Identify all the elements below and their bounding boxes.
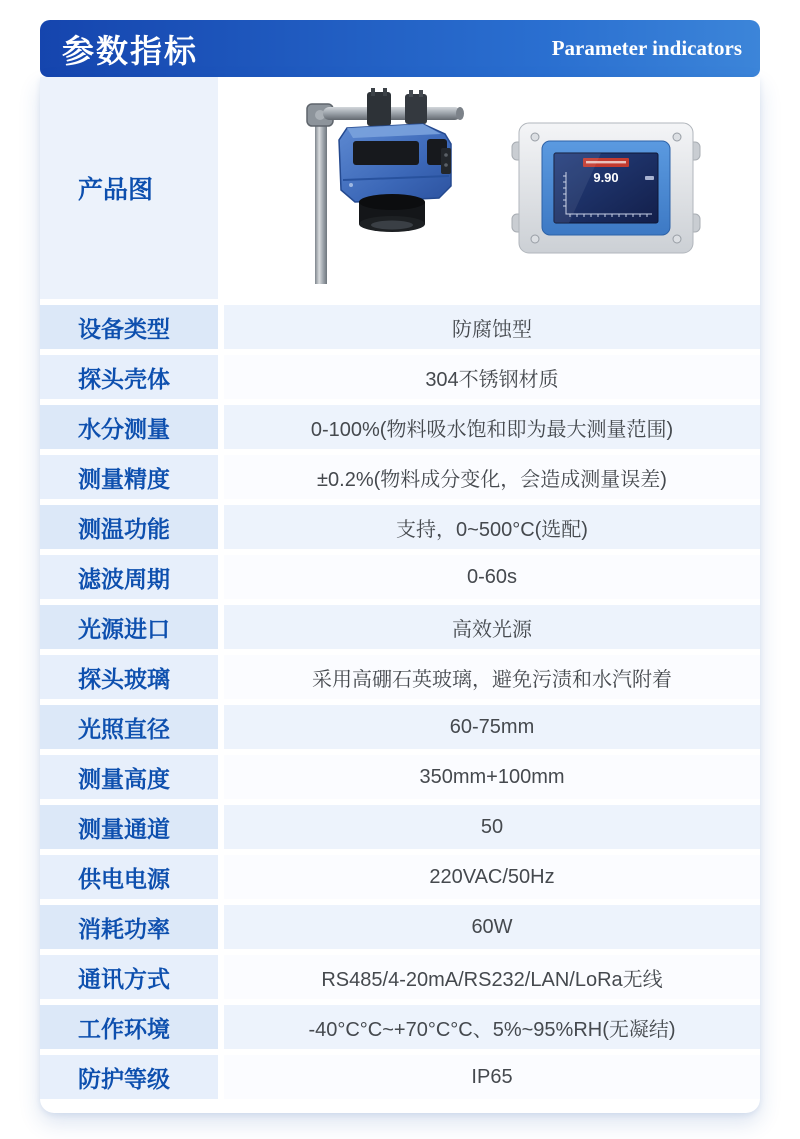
header-bar bbox=[40, 20, 760, 77]
mounting-bar bbox=[323, 107, 461, 120]
table-row bbox=[40, 405, 760, 449]
sensor-lens bbox=[359, 194, 425, 232]
row-label: 测温功能 bbox=[40, 505, 218, 549]
table-row bbox=[40, 605, 760, 649]
page-title: 参数指标 bbox=[62, 32, 199, 69]
table-row bbox=[40, 705, 760, 749]
row-label: 滤波周期 bbox=[40, 555, 218, 599]
table-row bbox=[40, 755, 760, 799]
row-value: 0-100%(物料吸水饱和即为最大测量范围) bbox=[224, 405, 760, 449]
row-value: 50 bbox=[224, 805, 760, 849]
row-label: 消耗功率 bbox=[40, 905, 218, 949]
row-value: 高效光源 bbox=[224, 605, 760, 649]
row-label: 光照直径 bbox=[40, 705, 218, 749]
row-value: 220VAC/50Hz bbox=[224, 855, 760, 899]
screen-reading: 9.90 bbox=[593, 170, 619, 185]
row-label: 探头玻璃 bbox=[40, 655, 218, 699]
row-label: 探头壳体 bbox=[40, 355, 218, 399]
row-label: 通讯方式 bbox=[40, 955, 218, 999]
row-value: ±0.2%(物料成分变化，会造成测量误差) bbox=[224, 455, 760, 499]
row-label: 设备类型 bbox=[40, 305, 218, 349]
row-value: 采用高硼石英玻璃，避免污渍和水汽附着 bbox=[224, 655, 760, 699]
spec-table bbox=[40, 305, 760, 1099]
row-label: 光源进口 bbox=[40, 605, 218, 649]
table-row bbox=[40, 305, 760, 349]
table-row bbox=[40, 955, 760, 999]
table-row bbox=[40, 905, 760, 949]
row-label: 测量通道 bbox=[40, 805, 218, 849]
table-row bbox=[40, 355, 760, 399]
table-row bbox=[40, 455, 760, 499]
row-value: 60W bbox=[224, 905, 760, 949]
product-image-row bbox=[40, 77, 760, 299]
controller-product-image bbox=[511, 118, 701, 258]
row-label: 水分测量 bbox=[40, 405, 218, 449]
row-value: IP65 bbox=[224, 1055, 760, 1099]
table-row bbox=[40, 805, 760, 849]
row-value: 60-75mm bbox=[224, 705, 760, 749]
row-value: -40°C°C~+70°C°C、5%~95%RH(无凝结) bbox=[224, 1005, 760, 1049]
mounting-pole bbox=[315, 114, 327, 284]
row-value: 防腐蚀型 bbox=[224, 305, 760, 349]
row-value: 304不锈钢材质 bbox=[224, 355, 760, 399]
row-label: 防护等级 bbox=[40, 1055, 218, 1099]
sensor-window-left bbox=[353, 141, 419, 165]
spec-card bbox=[40, 77, 760, 1113]
row-value: 0-60s bbox=[224, 555, 760, 599]
row-value: RS485/4-20mA/RS232/LAN/LoRa无线 bbox=[224, 955, 760, 999]
table-row bbox=[40, 1055, 760, 1099]
row-label: 测量高度 bbox=[40, 755, 218, 799]
row-label: 工作环境 bbox=[40, 1005, 218, 1049]
page-subtitle-en: Parameter indicators bbox=[551, 36, 742, 60]
sensor-product-image bbox=[283, 86, 481, 284]
row-label: 测量精度 bbox=[40, 455, 218, 499]
table-row bbox=[40, 505, 760, 549]
row-value: 350mm+100mm bbox=[224, 755, 760, 799]
table-row bbox=[40, 1005, 760, 1049]
table-row bbox=[40, 555, 760, 599]
product-image-area bbox=[224, 77, 760, 299]
table-row bbox=[40, 855, 760, 899]
row-value: 支持，0~500°C(选配) bbox=[224, 505, 760, 549]
product-image-label: 产品图 bbox=[78, 176, 154, 204]
row-label: 供电电源 bbox=[40, 855, 218, 899]
table-row bbox=[40, 655, 760, 699]
product-image-label-cell bbox=[40, 77, 218, 299]
